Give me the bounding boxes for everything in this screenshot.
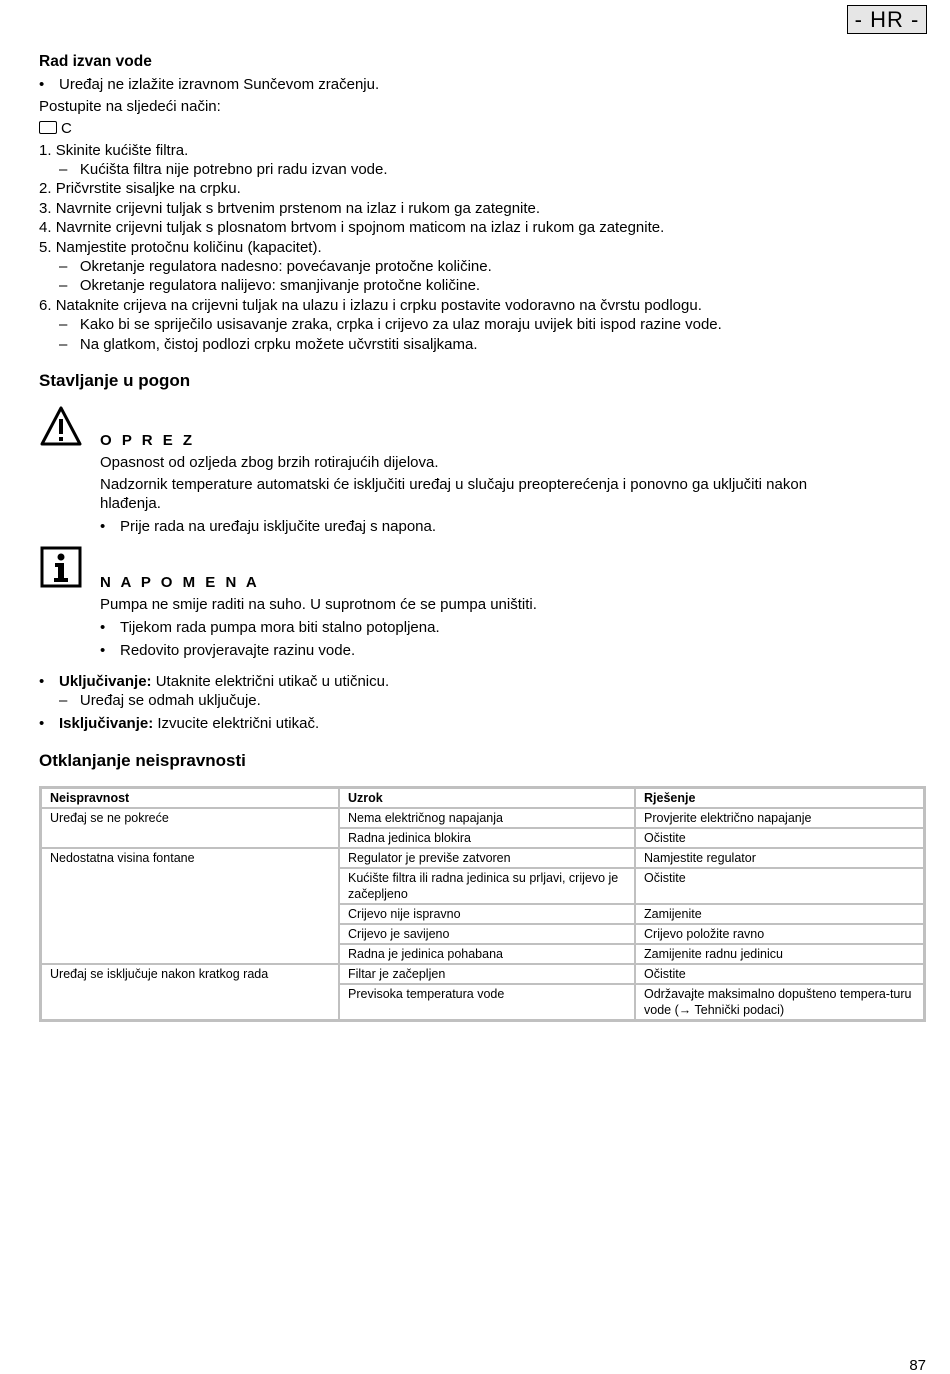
- step-text: Nataknite crijeva na crijevni tuljak na ulazu i izlazu i crpku postavite vodoravno na čvrstu podlogu.: [55, 297, 702, 314]
- sub-text: Na glatkom, čistoj podlozi crpku možete učvrstiti sisaljkama.: [79, 336, 478, 353]
- sub-item: – Kućišta filtra nije potrebno pri radu izvan vode.: [59, 161, 388, 178]
- table-cell: Održavajte maksimalno dopušteno tempera-turu vode (→ Tehnički podaci): [635, 984, 924, 1020]
- bullet-icon: •: [39, 673, 45, 690]
- step-3: [39, 200, 540, 218]
- step-6: [39, 297, 702, 315]
- bullet-text: Uređaj ne izlažite izravnom Sunčevom zračenju.: [59, 76, 380, 93]
- page-number: 87: [909, 1357, 926, 1374]
- bullet-text: Redovito provjeravajte razinu vode.: [120, 642, 356, 659]
- sub-item: – Okretanje regulatora nalijevo: smanjivanje protočne količine.: [59, 277, 481, 294]
- switch-off-label: Isključivanje:: [59, 715, 154, 732]
- section-title-otklanjanje-neispravnosti: Otklanjanje neispravnosti: [39, 751, 246, 770]
- sub-text: Okretanje regulatora nadesno: povećavanje protočne količine.: [79, 258, 492, 275]
- caution-heading: O P R E Z: [100, 432, 196, 449]
- section-title-rad-izvan-vode: Rad izvan vode: [39, 53, 152, 70]
- table-cell: Radna jedinica blokira: [339, 828, 635, 848]
- step-text: Namjestite protočnu količinu (kapacitet).: [55, 239, 322, 256]
- sub-text: Uređaj se odmah uključuje.: [79, 692, 261, 709]
- table-cell: Očistite: [635, 868, 924, 904]
- sub-item: – Na glatkom, čistoj podlozi crpku možete učvrstiti sisaljkama.: [59, 336, 478, 353]
- table-cell: Kućište filtra ili radna jedinica su prljavi, crijevo je začepljeno: [339, 868, 635, 904]
- sub-text: Kućišta filtra nije potrebno pri radu izvan vode.: [79, 161, 388, 178]
- table-header-row: [41, 788, 924, 808]
- column-header: Neispravnost: [41, 788, 339, 808]
- table-row: [41, 848, 924, 868]
- bullet-icon: •: [39, 715, 45, 732]
- table-cell: Zamijenite radnu jedinicu: [635, 944, 924, 964]
- table-cell: Crijevo nije ispravno: [339, 904, 635, 924]
- table-cell: Očistite: [635, 828, 924, 848]
- table-row: [41, 828, 924, 848]
- figure-ref-text: C: [61, 120, 72, 137]
- switch-on-label: Uključivanje:: [59, 673, 152, 690]
- switch-on-item: [39, 673, 389, 691]
- switch-off-text: Izvucite električni utikač.: [153, 715, 320, 732]
- step-number: 2.: [39, 180, 52, 197]
- step-text: Navrnite crijevni tuljak s plosnatom brtvom i spojnom maticom na izlaz i rukom ga zategnite.: [55, 219, 665, 236]
- sub-text: Okretanje regulatora nalijevo: smanjivanje protočne količine.: [79, 277, 481, 294]
- column-header: Uzrok: [339, 788, 635, 808]
- table-row: [41, 868, 924, 904]
- table-cell: Previsoka temperatura vode: [339, 984, 635, 1020]
- caution-text: hlađenja.: [100, 495, 161, 512]
- sub-item: – Okretanje regulatora nadesno: povećavanje protočne količine.: [59, 258, 492, 275]
- table-cell: Crijevo položite ravno: [635, 924, 924, 944]
- warning-icon: [40, 406, 82, 446]
- bullet-icon: •: [39, 76, 45, 93]
- table-row: [41, 944, 924, 964]
- table-cell: Nema električnog napajanja: [339, 808, 635, 828]
- step-number: 4.: [39, 219, 52, 236]
- table-cell: Filtar je začepljen: [339, 964, 635, 984]
- table-cell: [41, 984, 339, 1020]
- bullet-icon: •: [100, 642, 106, 659]
- table-cell: [41, 924, 339, 944]
- switch-on-text: Utaknite električni utikač u utičnicu.: [151, 673, 390, 690]
- step-4: [39, 219, 664, 237]
- table-cell: Nedostatna visina fontane: [41, 848, 339, 868]
- sub-item: – Uređaj se odmah uključuje.: [59, 692, 261, 709]
- language-tag: - HR -: [847, 5, 927, 34]
- figure-icon: [39, 121, 57, 134]
- table-row: [41, 808, 924, 828]
- table-cell: [41, 828, 339, 848]
- step-2: [39, 180, 241, 198]
- step-5: [39, 239, 322, 257]
- switch-off-item: [39, 715, 319, 733]
- table-cell: Uređaj se isključuje nakon kratkog rada: [41, 964, 339, 984]
- column-header: Rješenje: [635, 788, 924, 808]
- sub-text: Kako bi se spriječilo usisavanje zraka, crpka i crijevo za ulaz moraju uvijek biti ispod razine vode.: [79, 316, 722, 333]
- table-cell: Namjestite regulator: [635, 848, 924, 868]
- procedure-intro: Postupite na sljedeći način:: [39, 98, 221, 115]
- bullet-item: [100, 619, 440, 637]
- bullet-item: [39, 76, 379, 94]
- note-heading: N A P O M E N A: [100, 574, 260, 591]
- table-cell: Regulator je previše zatvoren: [339, 848, 635, 868]
- table-cell: Uređaj se ne pokreće: [41, 808, 339, 828]
- table-cell: Provjerite električno napajanje: [635, 808, 924, 828]
- table-row: [41, 964, 924, 984]
- table-row: [41, 924, 924, 944]
- table-cell: Radna je jedinica pohabana: [339, 944, 635, 964]
- table-cell: Očistite: [635, 964, 924, 984]
- bullet-text: Prije rada na uređaju isključite uređaj s napona.: [120, 518, 437, 535]
- table-cell: [41, 868, 339, 904]
- step-text: Pričvrstite sisaljke na crpku.: [55, 180, 241, 197]
- bullet-icon: •: [100, 518, 106, 535]
- bullet-icon: •: [100, 619, 106, 636]
- troubleshooting-table: [39, 786, 926, 1022]
- step-number: 5.: [39, 239, 52, 256]
- caution-text: Nadzornik temperature automatski će isključiti uređaj u slučaju preopterećenja i ponovno ga uključiti nakon: [100, 476, 808, 493]
- step-1: [39, 142, 188, 160]
- table-cell: [41, 944, 339, 964]
- table-row: [41, 904, 924, 924]
- info-icon: [40, 546, 82, 588]
- bullet-item: [100, 642, 355, 660]
- step-number: 6.: [39, 297, 52, 314]
- note-text: Pumpa ne smije raditi na suho. U suprotnom će se pumpa uništiti.: [100, 596, 537, 613]
- step-text: Skinite kućište filtra.: [55, 142, 189, 159]
- step-number: 1.: [39, 142, 52, 159]
- step-number: 3.: [39, 200, 52, 217]
- bullet-text: Tijekom rada pumpa mora biti stalno potopljena.: [120, 619, 440, 636]
- table-row: [41, 984, 924, 1020]
- table-cell: [41, 904, 339, 924]
- step-text: Navrnite crijevni tuljak s brtvenim prstenom na izlaz i rukom ga zategnite.: [55, 200, 541, 217]
- table-cell: Zamijenite: [635, 904, 924, 924]
- section-title-stavljanje-u-pogon: Stavljanje u pogon: [39, 371, 191, 390]
- table-cell: Crijevo je savijeno: [339, 924, 635, 944]
- bullet-item: [100, 518, 436, 536]
- sub-item: – Kako bi se spriječilo usisavanje zraka, crpka i crijevo za ulaz moraju uvijek biti ispod razine vode.: [59, 316, 722, 333]
- caution-text: Opasnost od ozljeda zbog brzih rotirajućih dijelova.: [100, 454, 439, 471]
- figure-reference: [39, 120, 72, 138]
